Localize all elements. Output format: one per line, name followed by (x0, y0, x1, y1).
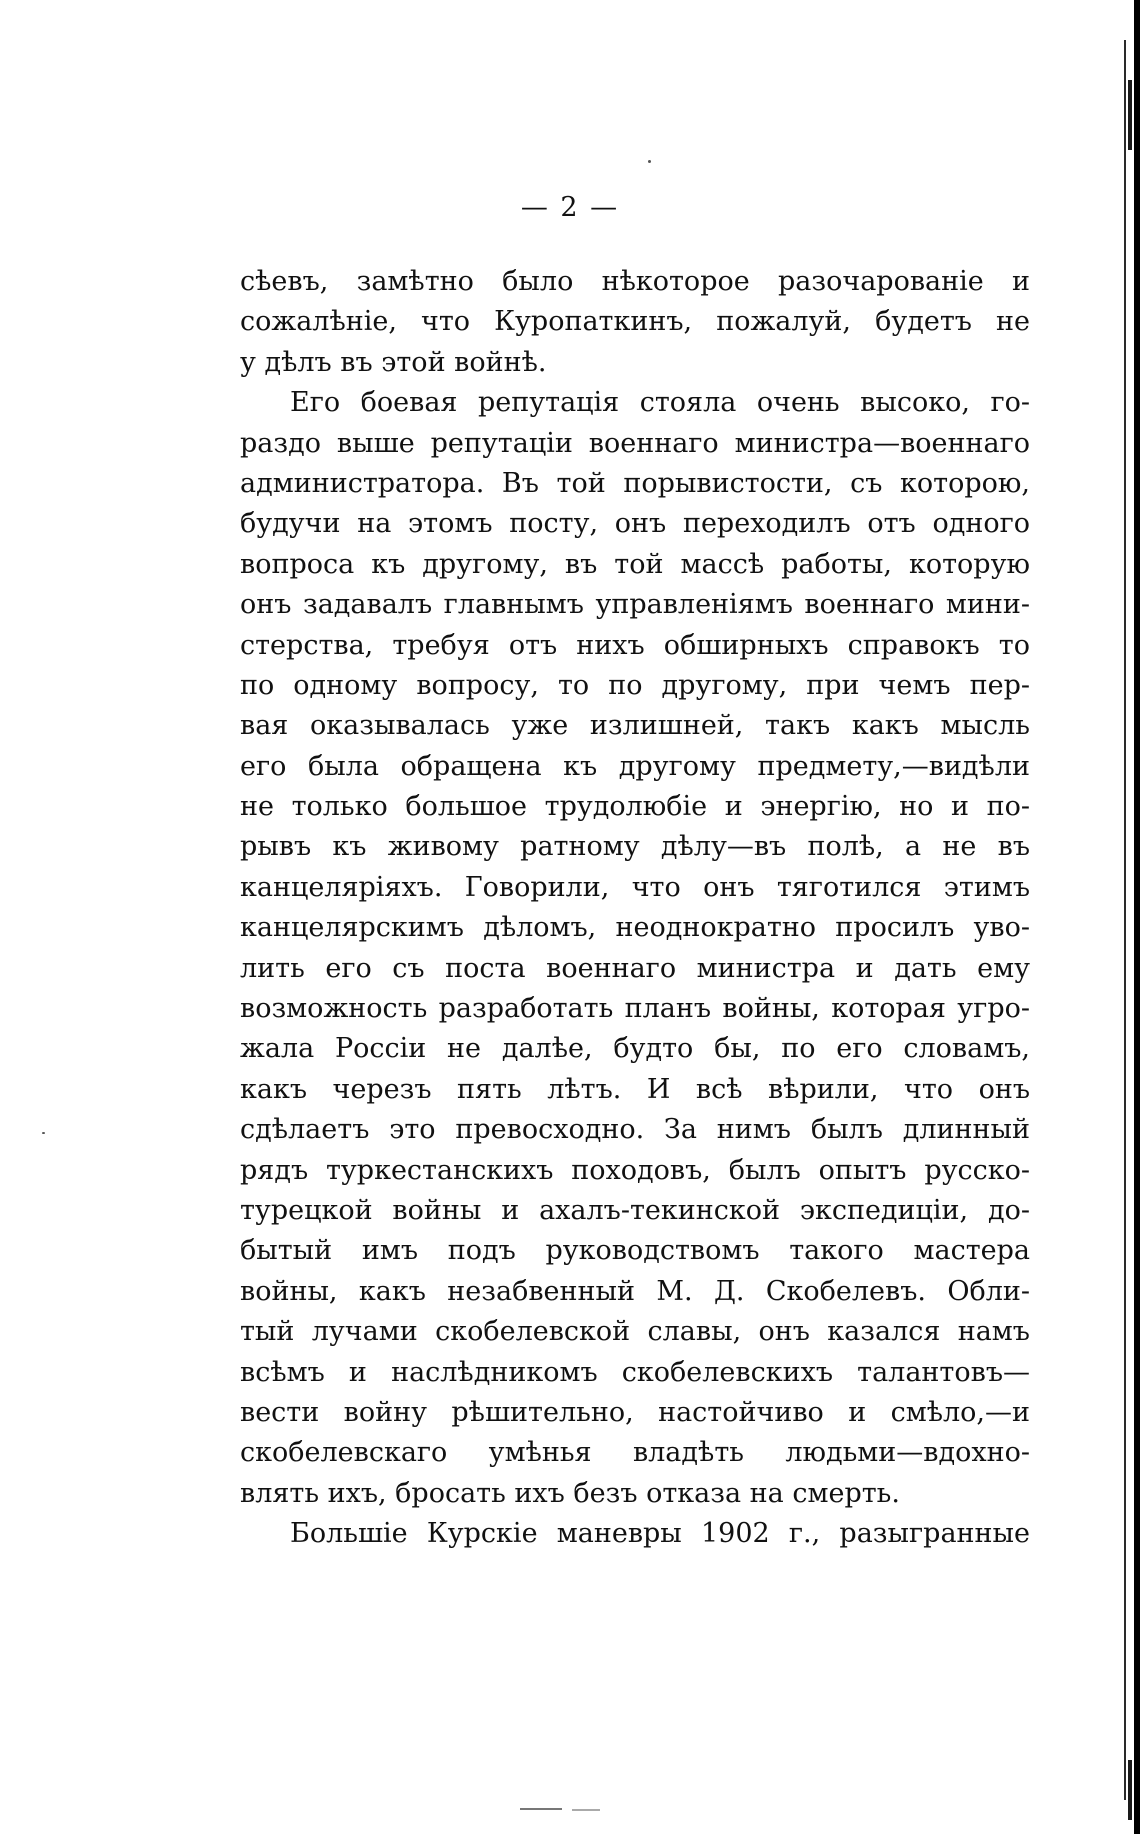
text-line: вая оказывалась уже излишней, такъ какъ мысль (240, 710, 1030, 742)
page-number: — 2 — (520, 192, 620, 223)
text-line: вести войну рѣшительно, настойчиво и смѣло,—и (240, 1396, 1030, 1428)
text-line: раздо выше репутаціи военнаго министра—военнаго (240, 427, 1030, 459)
text-line: сожалѣніе, что Куропаткинъ, пожалуй, будетъ не (240, 306, 1030, 338)
print-mark (572, 1809, 600, 1811)
text-line: его была обращена къ другому предмету,—видѣли (240, 750, 1030, 782)
page-edge-mark (1128, 1760, 1132, 1820)
text-line: тый лучами скобелевской славы, онъ казался намъ (240, 1316, 1030, 1348)
print-mark (520, 1808, 562, 1810)
print-speck (648, 160, 651, 163)
text-line: Большіе Курскіе маневры 1902 г., разыгранные (290, 1518, 1030, 1550)
text-line: войны, какъ незабвенный М. Д. Скобелевъ. Обли- (240, 1275, 1030, 1307)
text-line: бытый имъ подъ руководствомъ такого мастера (240, 1235, 1030, 1267)
text-line: не только большое трудолюбіе и энергію, но и по- (240, 791, 1030, 823)
text-line: скобелевскаго умѣнья владѣть людьми—вдохно- (240, 1437, 1030, 1469)
text-line: всѣмъ и наслѣдникомъ скобелевскихъ талантовъ— (240, 1356, 1030, 1388)
page-edge-mark (1128, 80, 1132, 150)
text-line: сѣевъ, замѣтно было нѣкоторое разочарованіе и (240, 266, 1030, 297)
text-line: онъ задавалъ главнымъ управленіямъ военнаго мини- (240, 589, 1030, 621)
text-line: сдѣлаетъ это превосходно. За нимъ былъ длинный (240, 1114, 1030, 1146)
text-line: канцеляріяхъ. Говорили, что онъ тяготился этимъ (240, 871, 1030, 903)
text-line: по одному вопросу, то по другому, при чемъ пер- (240, 669, 1030, 701)
text-line: администратора. Въ той порывистости, съ которою, (240, 467, 1030, 499)
page-edge-line (1124, 40, 1126, 1800)
text-line: Его боевая репутація стояла очень высоко, го- (290, 387, 1030, 419)
text-line: рывъ къ живому ратному дѣлу—въ полѣ, а не въ (240, 831, 1030, 863)
print-speck (42, 1132, 45, 1134)
page-edge-shadow (1134, 0, 1140, 1834)
text-line: влять ихъ, бросать ихъ безъ отказа на смерть. (240, 1477, 900, 1509)
text-line: жала Россіи не далѣе, будто бы, по его словамъ, (240, 1033, 1030, 1065)
text-line: канцелярскимъ дѣломъ, неоднократно просилъ уво- (240, 912, 1030, 944)
text-line: лить его съ поста военнаго министра и дать ему (240, 952, 1030, 984)
text-line: возможность разработать планъ войны, которая угро- (240, 993, 1030, 1025)
text-line: будучи на этомъ посту, онъ переходилъ отъ одного (240, 508, 1030, 540)
text-line: рядъ туркестанскихъ походовъ, былъ опытъ русско- (240, 1154, 1030, 1186)
text-line: какъ черезъ пять лѣтъ. И всѣ вѣрили, что онъ (240, 1073, 1030, 1105)
body-text (240, 262, 1030, 1555)
text-line: турецкой войны и ахалъ-текинской экспедиціи, до- (240, 1194, 1030, 1226)
text-line: вопроса къ другому, въ той массѣ работы, которую (240, 548, 1030, 580)
text-line: у дѣлъ въ этой войнѣ. (240, 346, 547, 378)
text-line: стерства, требуя отъ нихъ обширныхъ справокъ то (240, 629, 1030, 661)
